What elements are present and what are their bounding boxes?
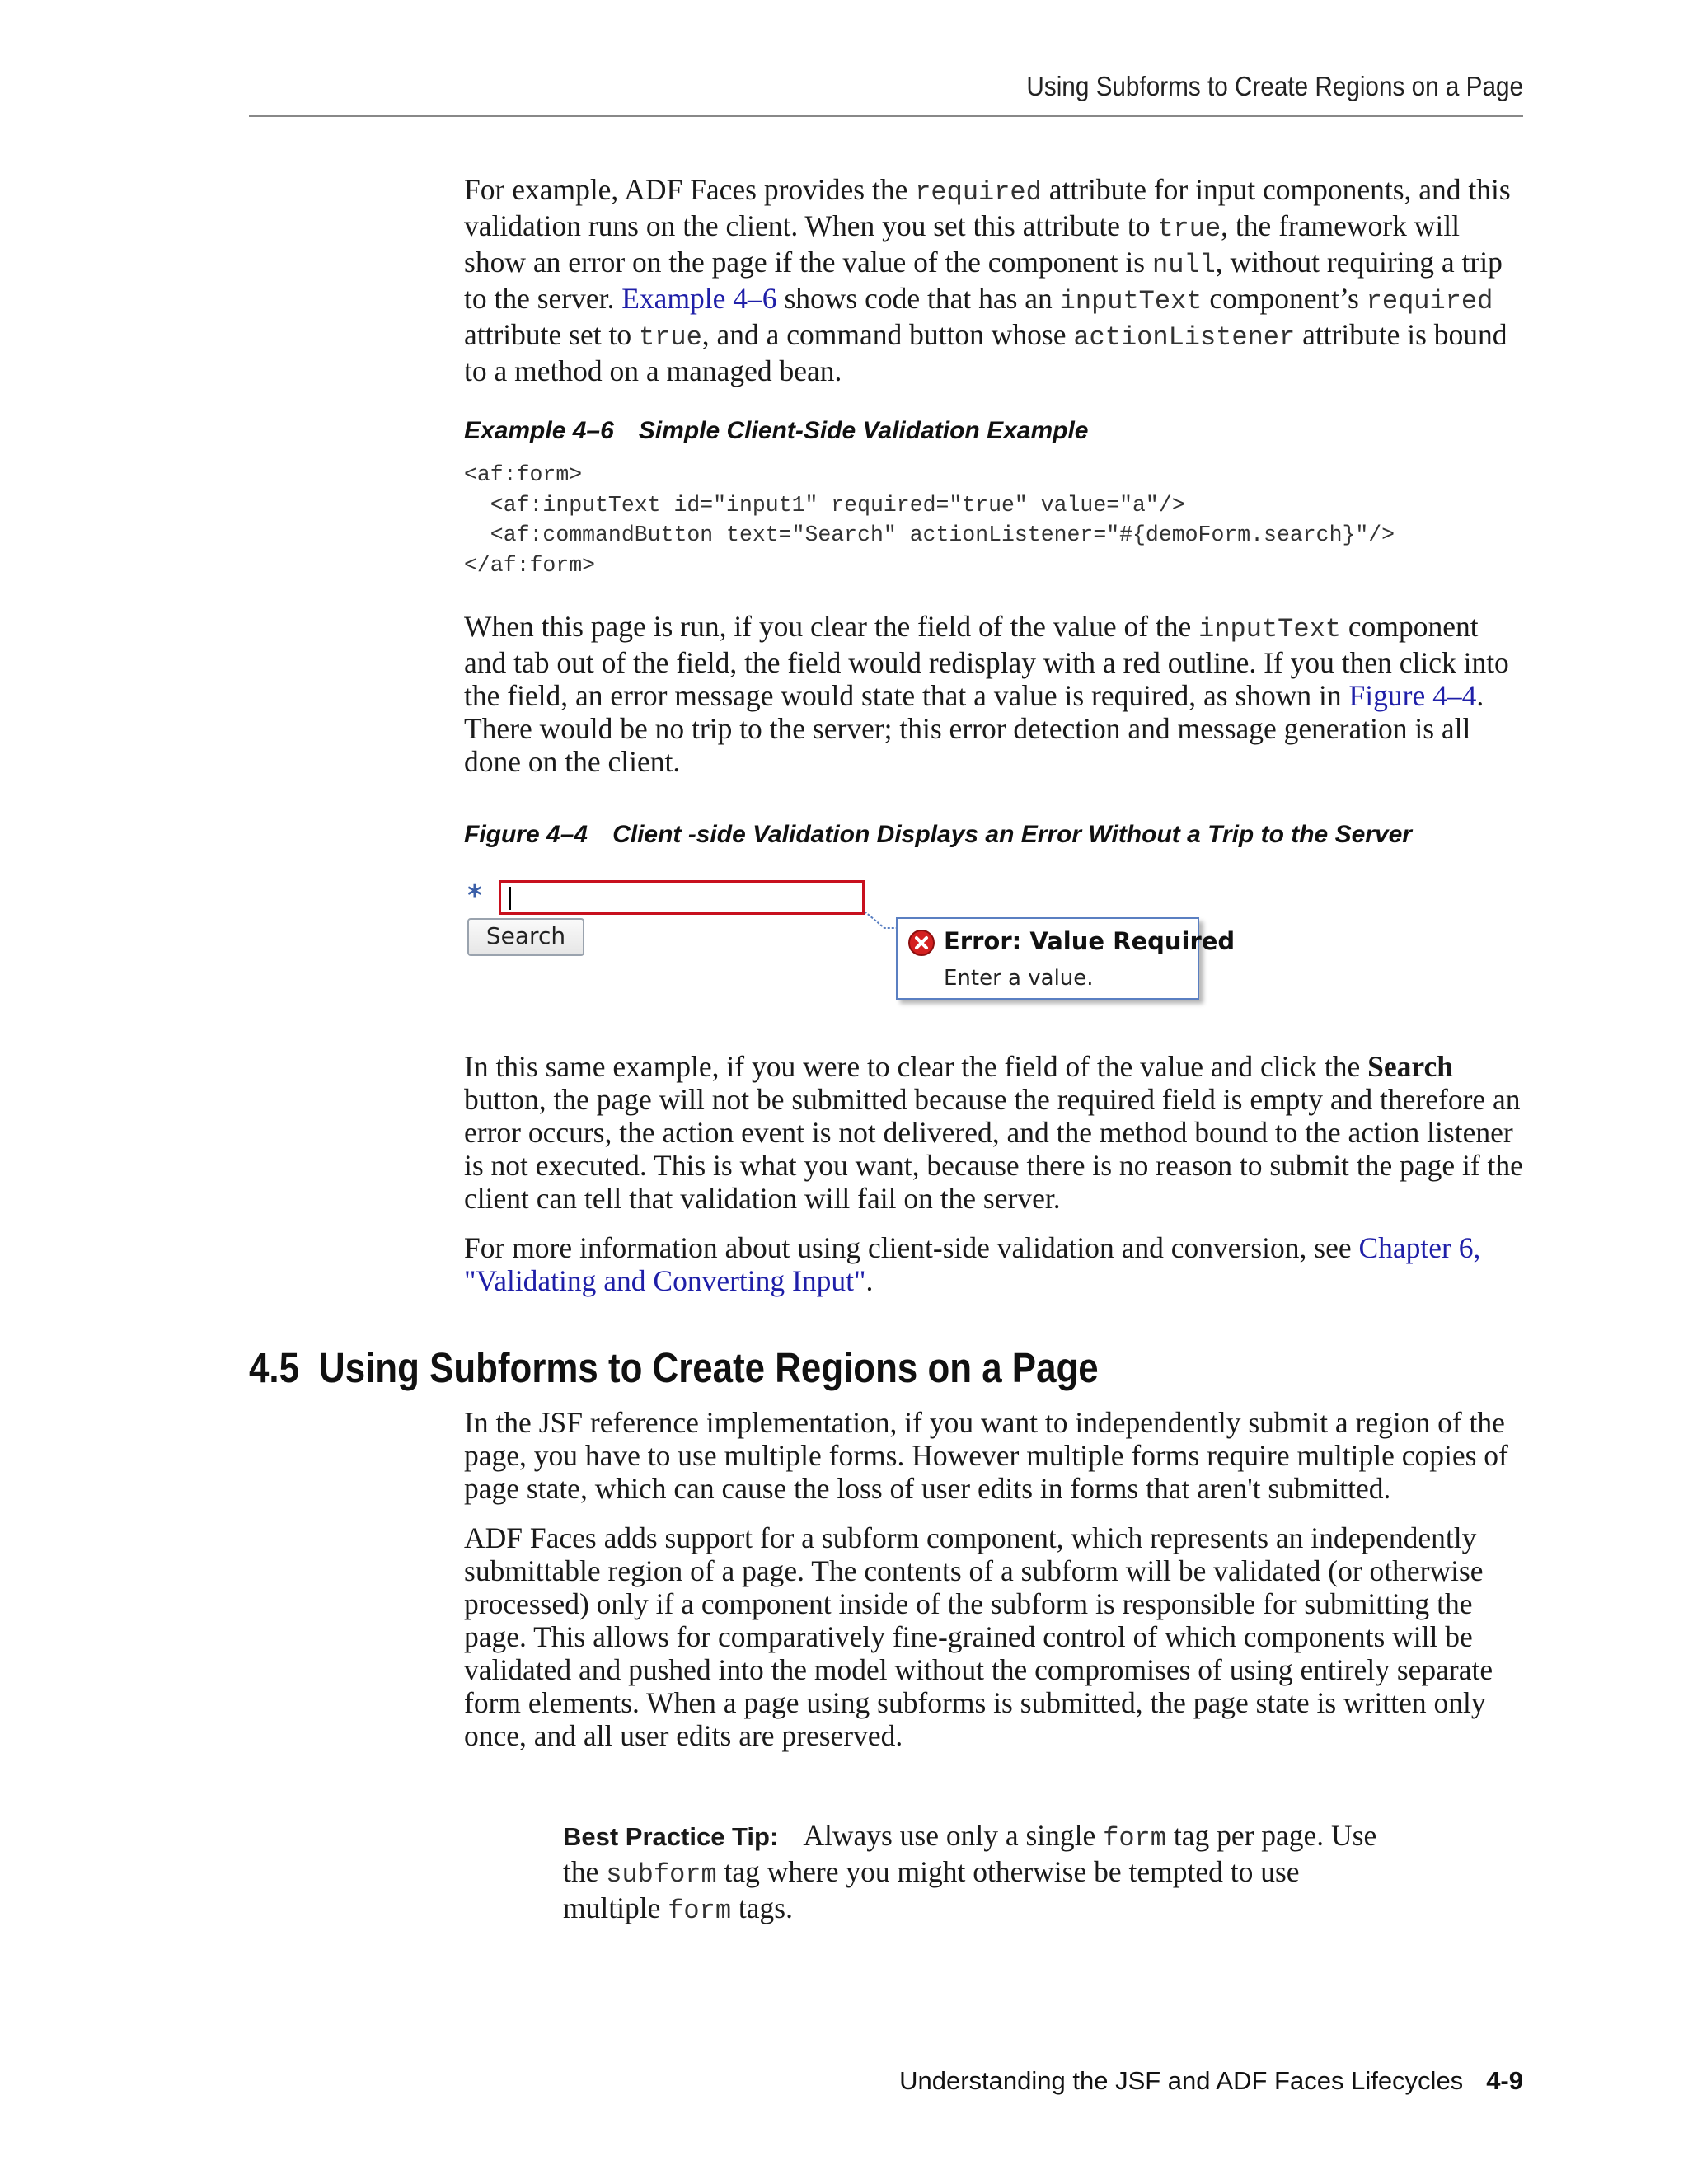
error-title: Error: Value Required [944,927,1236,955]
page-footer [899,2066,1523,2096]
text-span: tag per page. Use the [563,1819,1377,1888]
figure-title: Client -side Validation Displays an Error Without a Trip to the Server [612,821,1412,848]
text-span: , the framework will show an error on the page if the value of the component is [464,209,1460,279]
error-message: Enter a value. [944,966,1094,991]
paragraph-2 [464,610,1523,778]
code-span: null [1151,250,1216,280]
section-paragraph-1: In the JSF reference implementation, if you want to independently submit a region of the page, you have to use multiple forms. However multiple forms require multiple copies of page state, which can cause the loss of user edits in forms that aren't submitted. [464,1406,1508,1505]
text-span: tag where you might otherwise be tempted to use multiple [563,1855,1300,1924]
figure-number: Figure 4–4 [464,821,588,848]
intro-paragraph [464,173,1523,387]
text-span: tags. [731,1891,793,1924]
paragraph-4 [464,1231,1523,1297]
header-rule [249,115,1523,117]
code-span: form [668,1896,732,1926]
code-span: required [915,177,1042,208]
section-title: Using Subforms to Create Regions on a Page [319,1344,1099,1391]
code-span: inputText [1198,614,1341,644]
example-number: Example 4–6 [464,417,614,444]
running-header: Using Subforms to Create Regions on a Page [1026,71,1523,101]
figure-link[interactable]: Figure 4–4 [1348,679,1477,712]
error-icon [907,929,935,957]
chapter-link[interactable]: Chapter 6, "Validating and Converting Input" [464,1231,1481,1297]
section-paragraph-2: ADF Faces adds support for a subform component, which represents an independently submittable region of a page. The contents of a subform will be validated (or otherwise processed) only if a component inside of the subform is responsible for submitting the page. This allows for comparatively fine-grained control of which components will be validated and pushed into the model without the compromises of using entirely separate form elements. When a page using subforms is submitted, the page state is written only once, and all user edits are preserved. [464,1521,1493,1752]
code-span: subform [606,1859,717,1890]
footer-book-title: Understanding the JSF and ADF Faces Lifecycles [899,2066,1464,2095]
text-span: . [865,1264,874,1297]
text-span: , and a command button whose [701,318,1074,351]
bold-term: Search [1367,1050,1454,1083]
section-heading [249,1343,1099,1392]
text-span: Always use only a single [803,1819,1104,1852]
text-span: , without requiring a trip to the server. [464,246,1503,315]
text-span: For more information about using client-side validation and conversion, see [464,1231,1359,1264]
example-title: Simple Client-Side Validation Example [638,417,1089,444]
text-span: . There would be no trip to the server; this error detection and message generation is all done on the client. [464,679,1484,778]
text-span: component’s [1202,282,1367,315]
code-span: form [1103,1823,1166,1854]
figure-caption [464,821,1523,849]
text-span: button, the page will not be submitted because the required field is empty and therefore an error occurs, the action event is not delivered, and the method bound to the action listener is not executed. This is what you want, because there is no reason to submit the page if the client can tell that validation will fail on the server. [464,1083,1523,1215]
text-span: attribute for input components, and this validation runs on the client. When you set this attribute to [464,173,1511,242]
example-link[interactable]: Example 4–6 [621,282,777,315]
code-span: inputText [1059,286,1203,316]
required-input-field[interactable] [499,880,865,915]
text-span: component and tab out of the field, the field would redisplay with a red outline. If you then click into the field, an error message would state that a value is required, as shown in [464,610,1509,712]
required-marker: * [467,879,482,912]
tip-label: Best Practice Tip: [563,1822,779,1851]
tip-text [563,1819,1404,1928]
text-span: attribute set to [464,318,639,351]
example-caption [464,417,1523,445]
figure-caption-block [464,821,1523,849]
intro-paragraph-block [464,173,1523,387]
code-span: true [638,322,702,353]
best-practice-tip [563,1819,1404,1928]
code-span: true [1157,213,1221,244]
section-number: 4.5 [249,1344,299,1391]
paragraph-3-block [464,1050,1523,1297]
text-span: In this same example, if you were to clear the field of the value and click the [464,1050,1368,1083]
code-span: actionListener [1073,322,1296,353]
validation-figure [464,875,1236,1015]
code-listing: <af:form> <af:inputText id="input1" required="true" value="a"/> <af:commandButton text="Search" actionListener="#{demoForm.search}"/> </af:form> [464,462,1395,578]
text-span: attribute is bound to a method on a managed bean. [464,318,1507,387]
paragraph-3 [464,1050,1523,1215]
error-tooltip [896,917,1236,1000]
search-button[interactable]: Search [467,918,584,956]
page-number: 4-9 [1486,2066,1523,2095]
text-caret [509,887,511,910]
section-body [464,1406,1523,1752]
text-span: shows code that has an [776,282,1060,315]
code-span: required [1366,286,1493,316]
text-span: For example, ADF Faces provides the [464,173,916,206]
paragraph-2-block [464,610,1523,778]
text-span: When this page is run, if you clear the field of the value of the [464,610,1199,643]
example-block [464,417,1523,580]
